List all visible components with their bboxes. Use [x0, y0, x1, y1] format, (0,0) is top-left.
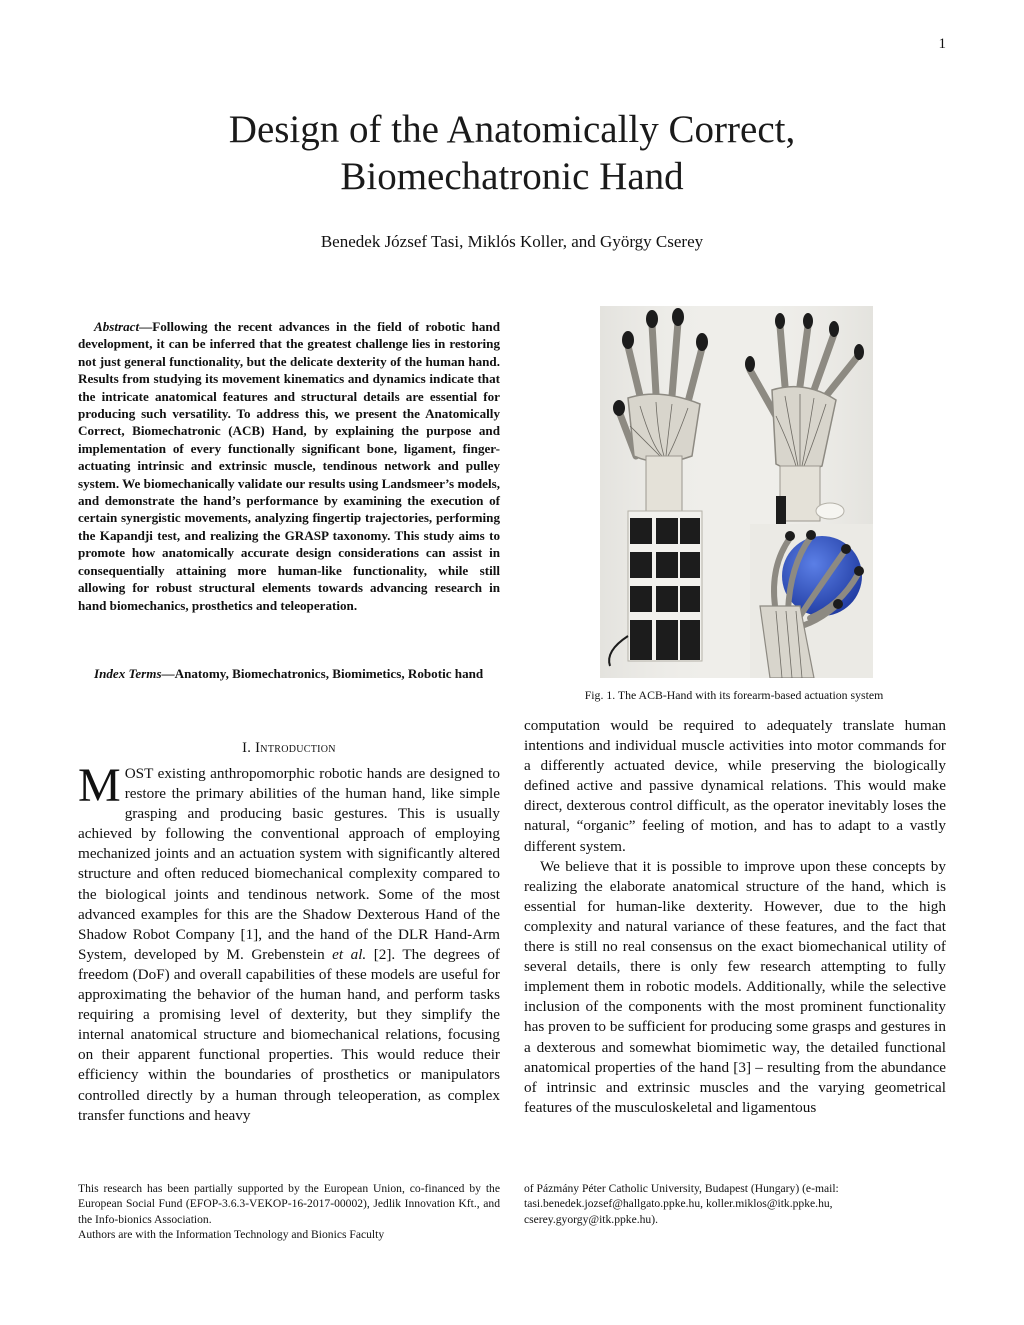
- title-line-2: Biomechatronic Hand: [340, 155, 684, 198]
- drop-cap: M: [78, 759, 121, 812]
- figure-caption: Fig. 1. The ACB-Hand with its forearm-based actuation system: [584, 688, 884, 702]
- intro-paragraph-1: OST existing anthropomorphic robotic hands are designed to restore the primary abilities of the human hand, like simple grasping and producing basic gestures. This is usually achieved by following the conventional approach of employing mechanized joints and an actuation system with significantly altered structure and often reduced biomechanical complexity compared to the biological joints and tendinous network. Some of the most advanced examples for this are the Shadow Dexterous Hand of the Shadow Robot Company [1], and the hand of the DLR Hand-Arm System, developed by M. Grebenstein: [78, 765, 500, 963]
- intro-paragraph-2: We believe that it is possible to improve upon these concepts by realizing the elaborate anatomical structure of the hand, which is essential for human-like dexterity. However, due to the high complexity and natural variance of these features, and the fact that there is still no real consensus on the exact biomechanical utility of several details, there is only few research attempting to fully implement them in robotic models. Additionally, while the selective inclusion of the components with the most prominent functionality has proven to be sufficient for producing some grasps and gestures in a dexterous and somewhat biomimetic way, the detailed functional anatomical properties of the hand [3] – resulting from the abundance of intrinsic and extrinsic muscles and the varying geometrical features of the musculoskeletal and ligamentous: [524, 857, 946, 1116]
- intro-right-column: [524, 716, 946, 1118]
- title-line-1: Design of the Anatomically Correct,: [228, 108, 796, 151]
- section-title: Introduction: [255, 740, 336, 756]
- paper-title: [0, 106, 1024, 200]
- authors: Benedek József Tasi, Miklós Koller, and György Cserey: [320, 232, 704, 251]
- abstract-text: —Following the recent advances in the field of robotic hand development, it can be inferred that the greatest challenge lies in restoring not just general functionality, but the delicate dexterity of the human hand. Results from studying its movement kinematics and dynamics indicate that the intricate anatomical features and structural details are essential for producing such versatility. To address this, we present the Anatomically Correct, Biomechatronic (ACB) Hand, by explaining the purpose and implementation of every functionally significant bone, ligament, finger-actuating intrinsic and extrinsic muscle, tendinous network and pulley system. We biomechanically validate our results using Landsmeer’s models, and demonstrate the hand’s performance by examining the execution of certain synergistic movements, analyzing fingertip trajectories, performing the Kapandji test, and realizing the GRASP taxonomy. This study aims to promote how anatomically accurate design considerations can assist in consequentially attaining more human-like functionality, while still allowing for robust structural elements towards advancing research in hand biomechanics, prosthetics and teleoperation.: [78, 319, 500, 613]
- footnote-affiliation: Authors are with the Information Technology and Bionics Faculty: [78, 1228, 385, 1242]
- abstract-label: Abstract: [94, 319, 140, 334]
- footnote-affiliation-cont: of Pázmány Péter Catholic University, Budapest (Hungary) (e-mail: tasi.benedek.jozsef@hallgato.ppke.hu, koller.miklos@itk.ppke.hu, cserey.gyorgy@itk.ppke.hu).: [524, 1182, 839, 1226]
- abstract: [78, 318, 500, 614]
- et-al: et al.: [332, 945, 367, 963]
- index-terms: [78, 665, 500, 682]
- figure-acb-hand-photo: [600, 306, 873, 678]
- page-number: 1: [938, 36, 946, 52]
- section-heading: [78, 740, 500, 757]
- intro-paragraph-1-cont: [2]. The degrees of freedom (DoF) and overall capabilities of these models are useful for approximating the behavior of the human hand, and perform tasks requiring a promising level of dexterity, but they simplify the internal anatomical structure and biomechanical relations, focusing on their apparent functional properties. This would reduce their efficiency within the boundaries of prosthetics or manipulators controlled directly by a human through teleoperation, as complex transfer functions and heavy: [78, 945, 500, 1124]
- index-terms-label: Index Terms: [94, 666, 162, 681]
- index-terms-text: —Anatomy, Biomechatronics, Biomimetics, Robotic hand: [161, 666, 484, 681]
- section-numeral: I.: [242, 740, 252, 756]
- footnote-left: [78, 1181, 500, 1243]
- footnote-funding: This research has been partially supported by the European Union, co-financed by the European Social Fund (EFOP-3.6.3-VEKOP-16-2017-00002), Jedlik Innovation Kft., and the Info-bionics Association.: [78, 1182, 500, 1226]
- intro-paragraph-1-right: computation would be required to adequately translate human intentions and individual muscle activities into motor commands for a differently actuated device, while preserving the biologically defined active and passive dynamical relations. This would make direct, dexterous control difficult, as the operator inevitably loses the natural, “organic” feeling of motion, and has to adapt to a vastly different system.: [524, 717, 946, 855]
- hand-photo-illustration: [600, 306, 873, 678]
- grasp-ball-view: [750, 524, 873, 678]
- intro-left-column: [78, 759, 500, 1126]
- footnote-right: [524, 1181, 946, 1227]
